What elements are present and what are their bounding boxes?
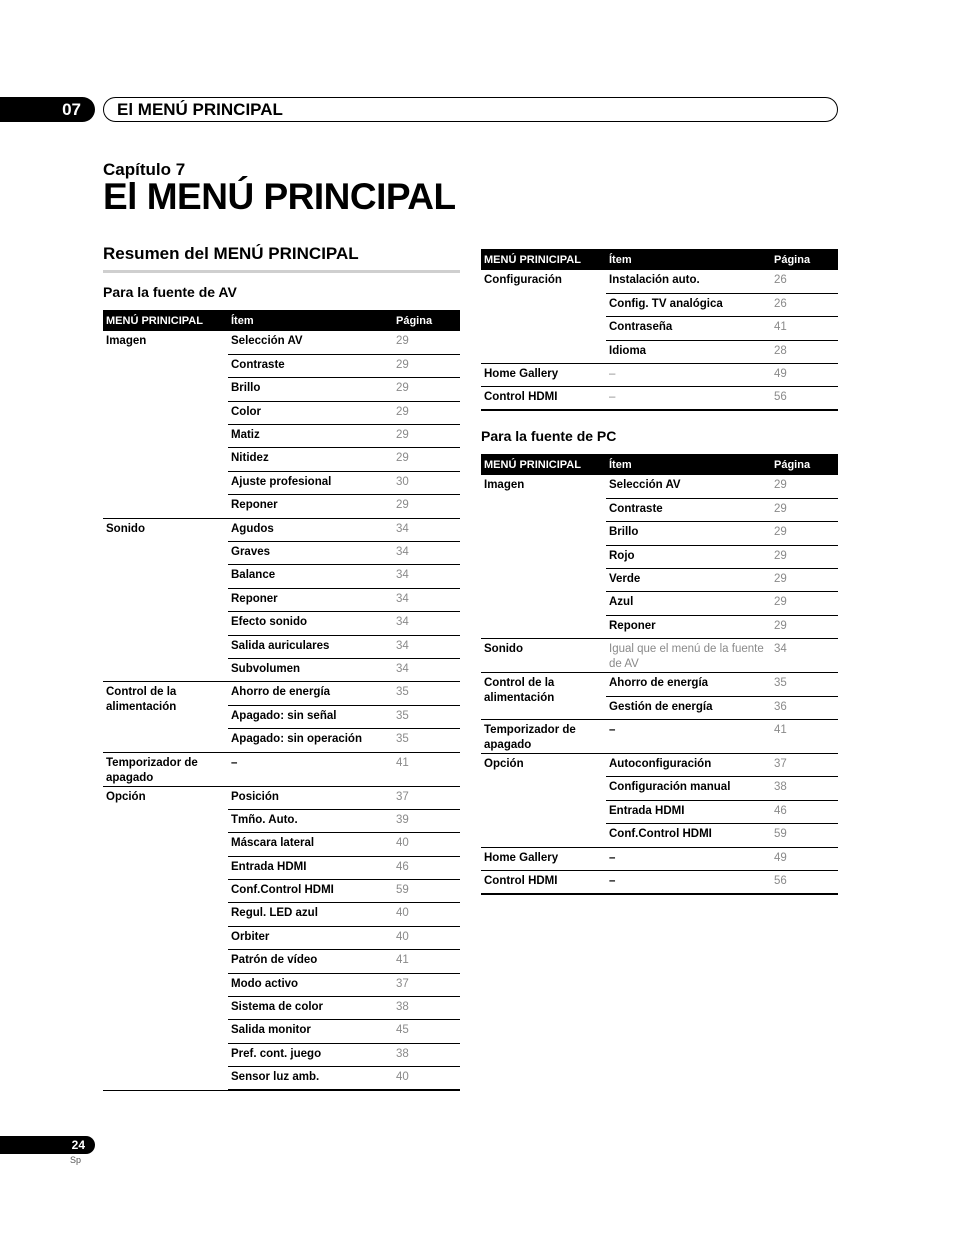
menu-item-page: 41 [774, 317, 838, 340]
menu-item-page: 56 [774, 387, 838, 410]
menu-item-name: Rojo [606, 545, 774, 568]
menu-item-page: 29 [396, 448, 460, 471]
menu-item-page: 40 [396, 926, 460, 949]
menu-item-page: 40 [396, 1067, 460, 1090]
menu-group-name: Control de la alimentación [481, 673, 606, 720]
menu-group-name: Home Gallery [481, 364, 606, 387]
menu-item-page: 34 [396, 518, 460, 541]
menu-item-page: 41 [396, 950, 460, 973]
menu-item-name: – [228, 752, 396, 786]
menu-item-name: Idioma [606, 340, 774, 363]
menu-item-page: 29 [774, 615, 838, 638]
av-heading: Para la fuente de AV [103, 284, 237, 300]
menu-item-name: Salida monitor [228, 1020, 396, 1043]
menu-item-page: 41 [774, 720, 838, 754]
menu-item-page: 29 [396, 354, 460, 377]
table-row [103, 752, 460, 786]
menu-item-page: 29 [396, 378, 460, 401]
av-menu-table [103, 310, 460, 1091]
menu-item-page: 35 [396, 729, 460, 752]
chapter-title-bar: El MENÚ PRINCIPAL [103, 97, 838, 122]
menu-item-page: 41 [396, 752, 460, 786]
menu-item-name: Matiz [228, 425, 396, 448]
menu-item-name: Agudos [228, 518, 396, 541]
menu-item-name: Salida auriculares [228, 635, 396, 658]
menu-item-page: 59 [396, 880, 460, 903]
menu-item-name: Brillo [228, 378, 396, 401]
menu-item-name: Orbiter [228, 926, 396, 949]
menu-item-name: Sensor luz amb. [228, 1067, 396, 1090]
menu-item-page: 45 [396, 1020, 460, 1043]
column-header-page: Página [396, 310, 460, 331]
menu-item-name: Pref. cont. juego [228, 1043, 396, 1066]
av-menu-table-continued [481, 249, 838, 411]
menu-item-name: Instalación auto. [606, 270, 774, 293]
menu-item-name: Patrón de vídeo [228, 950, 396, 973]
menu-item-name: Entrada HDMI [228, 856, 396, 879]
menu-item-name: Autoconfiguración [606, 754, 774, 777]
menu-item-name: – [606, 387, 774, 410]
menu-item-name: Azul [606, 592, 774, 615]
menu-item-name: Config. TV analógica [606, 293, 774, 316]
menu-item-name: Conf.Control HDMI [606, 824, 774, 847]
table-row [481, 673, 838, 696]
menu-item-name: Igual que el menú de la fuente de AV [606, 639, 774, 673]
menu-item-name: Gestión de energía [606, 696, 774, 719]
menu-item-name: Contraseña [606, 317, 774, 340]
menu-group-name: Temporizador de apagado [481, 720, 606, 754]
menu-item-page: 49 [774, 364, 838, 387]
menu-item-page: 37 [396, 973, 460, 996]
page-number: 24 [0, 1136, 95, 1154]
menu-group-name: Control HDMI [481, 387, 606, 410]
menu-item-name: Posición [228, 786, 396, 809]
menu-item-name: – [606, 870, 774, 893]
menu-item-page: 34 [396, 612, 460, 635]
menu-item-page: 29 [774, 592, 838, 615]
menu-group-name: Sonido [481, 639, 606, 673]
menu-item-name: Brillo [606, 522, 774, 545]
menu-item-name: Modo activo [228, 973, 396, 996]
table-row [103, 518, 460, 541]
menu-item-name: Ahorro de energía [228, 682, 396, 705]
menu-item-name: Apagado: sin señal [228, 705, 396, 728]
menu-item-page: 26 [774, 293, 838, 316]
menu-item-name: – [606, 720, 774, 754]
menu-item-page: 37 [774, 754, 838, 777]
menu-group-name: Imagen [481, 475, 606, 639]
menu-item-name: Ahorro de energía [606, 673, 774, 696]
menu-item-name: Balance [228, 565, 396, 588]
menu-item-page: 29 [396, 331, 460, 354]
menu-group-name: Configuración [481, 270, 606, 364]
menu-item-page: 29 [396, 425, 460, 448]
menu-group-name: Control HDMI [481, 870, 606, 893]
menu-item-page: 34 [396, 635, 460, 658]
menu-item-page: 29 [774, 522, 838, 545]
menu-item-name: Reponer [606, 615, 774, 638]
menu-item-name: Efecto sonido [228, 612, 396, 635]
menu-item-page: 40 [396, 833, 460, 856]
menu-item-page: 29 [774, 498, 838, 521]
menu-item-name: – [606, 364, 774, 387]
menu-item-page: 38 [774, 777, 838, 800]
menu-item-name: Color [228, 401, 396, 424]
menu-item-page: 34 [396, 658, 460, 681]
menu-item-page: 38 [396, 997, 460, 1020]
menu-group-name: Opción [481, 754, 606, 848]
menu-item-page: 28 [774, 340, 838, 363]
menu-item-page: 35 [396, 682, 460, 705]
menu-item-page: 35 [396, 705, 460, 728]
menu-group-name: Control de la alimentación [103, 682, 228, 752]
menu-group-name: Temporizador de apagado [103, 752, 228, 786]
menu-item-name: Sistema de color [228, 997, 396, 1020]
table-row [481, 847, 838, 870]
menu-item-name: Regul. LED azul [228, 903, 396, 926]
menu-item-name: Entrada HDMI [606, 800, 774, 823]
menu-item-page: 40 [396, 903, 460, 926]
pc-heading: Para la fuente de PC [481, 428, 617, 444]
menu-item-page: 39 [396, 809, 460, 832]
menu-item-name: Tmño. Auto. [228, 809, 396, 832]
menu-item-page: 56 [774, 870, 838, 893]
menu-item-name: Nitidez [228, 448, 396, 471]
menu-item-page: 36 [774, 696, 838, 719]
menu-item-name: Graves [228, 542, 396, 565]
menu-item-name: Reponer [228, 495, 396, 518]
menu-item-page: 30 [396, 471, 460, 494]
menu-item-name: Apagado: sin operación [228, 729, 396, 752]
column-header-main: MENÚ PRINICIPAL [481, 249, 606, 270]
menu-item-name: Subvolumen [228, 658, 396, 681]
column-header-page: Página [774, 454, 838, 475]
menu-item-name: Selección AV [228, 331, 396, 354]
table-row [481, 387, 838, 410]
menu-item-page: 29 [774, 545, 838, 568]
menu-item-page: 29 [774, 569, 838, 592]
chapter-label: Capítulo 7 [103, 160, 186, 179]
column-header-item: Ítem [606, 454, 774, 475]
menu-item-name: Verde [606, 569, 774, 592]
menu-item-name: – [606, 847, 774, 870]
table-row [481, 270, 838, 293]
menu-item-page: 29 [774, 475, 838, 498]
language-code: Sp [70, 1155, 82, 1165]
menu-group-name: Imagen [103, 331, 228, 518]
menu-item-name: Contraste [606, 498, 774, 521]
menu-item-name: Configuración manual [606, 777, 774, 800]
pc-menu-table [481, 454, 838, 895]
column-header-item: Ítem [606, 249, 774, 270]
menu-item-name: Selección AV [606, 475, 774, 498]
menu-item-page: 29 [396, 401, 460, 424]
menu-item-page: 34 [396, 542, 460, 565]
menu-item-page: 46 [396, 856, 460, 879]
table-row [481, 364, 838, 387]
menu-group-name: Sonido [103, 518, 228, 682]
menu-item-page: 34 [396, 588, 460, 611]
menu-item-name: Máscara lateral [228, 833, 396, 856]
menu-item-page: 38 [396, 1043, 460, 1066]
menu-item-page: 34 [396, 565, 460, 588]
column-header-page: Página [774, 249, 838, 270]
chapter-number-tab: 07 [0, 97, 95, 122]
menu-item-page: 46 [774, 800, 838, 823]
menu-item-page: 49 [774, 847, 838, 870]
menu-item-name: Ajuste profesional [228, 471, 396, 494]
column-header-main: MENÚ PRINICIPAL [481, 454, 606, 475]
table-row [103, 331, 460, 354]
table-row [481, 475, 838, 498]
table-row [481, 870, 838, 893]
table-row [481, 639, 838, 673]
menu-item-page: 35 [774, 673, 838, 696]
table-row [103, 786, 460, 809]
column-header-item: Ítem [228, 310, 396, 331]
table-row [103, 682, 460, 705]
menu-item-page: 59 [774, 824, 838, 847]
table-row [481, 720, 838, 754]
menu-item-page: 37 [396, 786, 460, 809]
menu-item-name: Conf.Control HDMI [228, 880, 396, 903]
menu-item-page: 29 [396, 495, 460, 518]
menu-item-name: Reponer [228, 588, 396, 611]
table-row [481, 754, 838, 777]
column-header-main: MENÚ PRINICIPAL [103, 310, 228, 331]
page-title: El MENÚ PRINCIPAL [103, 176, 456, 217]
menu-group-name: Home Gallery [481, 847, 606, 870]
section-title: Resumen del MENÚ PRINCIPAL [103, 244, 460, 273]
menu-item-name: Contraste [228, 354, 396, 377]
menu-item-page: 26 [774, 270, 838, 293]
menu-item-page: 34 [774, 639, 838, 673]
menu-group-name: Opción [103, 786, 228, 1090]
